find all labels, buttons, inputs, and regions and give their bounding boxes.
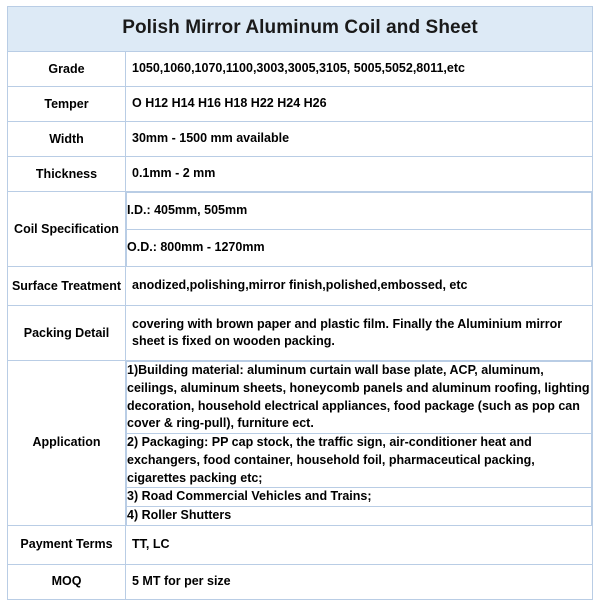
list-item <box>127 193 592 230</box>
table-row <box>8 267 593 306</box>
row-label-application: Application <box>8 361 126 526</box>
row-value-surface-treatment: anodized,polishing,mirror finish,polished,embossed, etc <box>126 267 593 306</box>
application-item-road-vehicles: 3) Road Commercial Vehicles and Trains; <box>127 488 592 507</box>
row-label-packing-detail: Packing Detail <box>8 306 126 361</box>
table-row <box>8 361 593 526</box>
table-row <box>8 52 593 87</box>
row-value-payment-terms: TT, LC <box>126 525 593 564</box>
row-value-packing-detail: covering with brown paper and plastic film. Finally the Aluminium mirror sheet is fixed on wooden packing. <box>126 306 593 361</box>
row-value-grade: 1050,1060,1070,1100,3003,3005,3105, 5005,5052,8011,etc <box>126 52 593 87</box>
row-label-moq: MOQ <box>8 564 126 599</box>
list-item <box>127 488 592 507</box>
table-row <box>8 306 593 361</box>
list-item <box>127 362 592 434</box>
row-value-width: 30mm - 1500 mm available <box>126 122 593 157</box>
page-title: Polish Mirror Aluminum Coil and Sheet <box>122 17 478 38</box>
row-label-grade: Grade <box>8 52 126 87</box>
row-value-thickness: 0.1mm - 2 mm <box>126 157 593 192</box>
table-row <box>8 122 593 157</box>
row-value-coil-specification <box>126 192 593 267</box>
row-label-payment-terms: Payment Terms <box>8 525 126 564</box>
list-item <box>127 230 592 267</box>
row-label-width: Width <box>8 122 126 157</box>
coil-outer-diameter: O.D.: 800mm - 1270mm <box>127 230 592 267</box>
row-value-moq: 5 MT for per size <box>126 564 593 599</box>
specification-table <box>7 6 593 600</box>
list-item <box>127 434 592 488</box>
row-value-application <box>126 361 593 526</box>
application-item-packaging: 2) Packaging: PP cap stock, the traffic sign, air-conditioner heat and exchangers, food container, household foil, pharmaceutical packing, cigarettes packing etc; <box>127 434 592 488</box>
list-item <box>127 507 592 525</box>
row-label-coil-specification: Coil Specification <box>8 192 126 267</box>
table-title-row <box>8 7 593 52</box>
coil-inner-diameter: I.D.: 405mm, 505mm <box>127 193 592 230</box>
row-label-thickness: Thickness <box>8 157 126 192</box>
table-row <box>8 157 593 192</box>
application-sublist <box>126 361 592 525</box>
row-label-temper: Temper <box>8 87 126 122</box>
row-label-surface-treatment: Surface Treatment <box>8 267 126 306</box>
table-row <box>8 192 593 267</box>
row-value-temper: O H12 H14 H16 H18 H22 H24 H26 <box>126 87 593 122</box>
coil-specification-sublist <box>126 192 592 266</box>
table-row <box>8 525 593 564</box>
table-row <box>8 87 593 122</box>
application-item-building-material: 1)Building material: aluminum curtain wall base plate, ACP, aluminum, ceilings, aluminum sheets, honeycomb panels and aluminum roofing, lighting decoration, household electrical appliances, food package (such as pop can cover & ring-pull), furniture ect. <box>127 362 592 434</box>
table-row <box>8 564 593 599</box>
application-item-roller-shutters: 4) Roller Shutters <box>127 507 592 525</box>
title-cell <box>8 7 593 52</box>
